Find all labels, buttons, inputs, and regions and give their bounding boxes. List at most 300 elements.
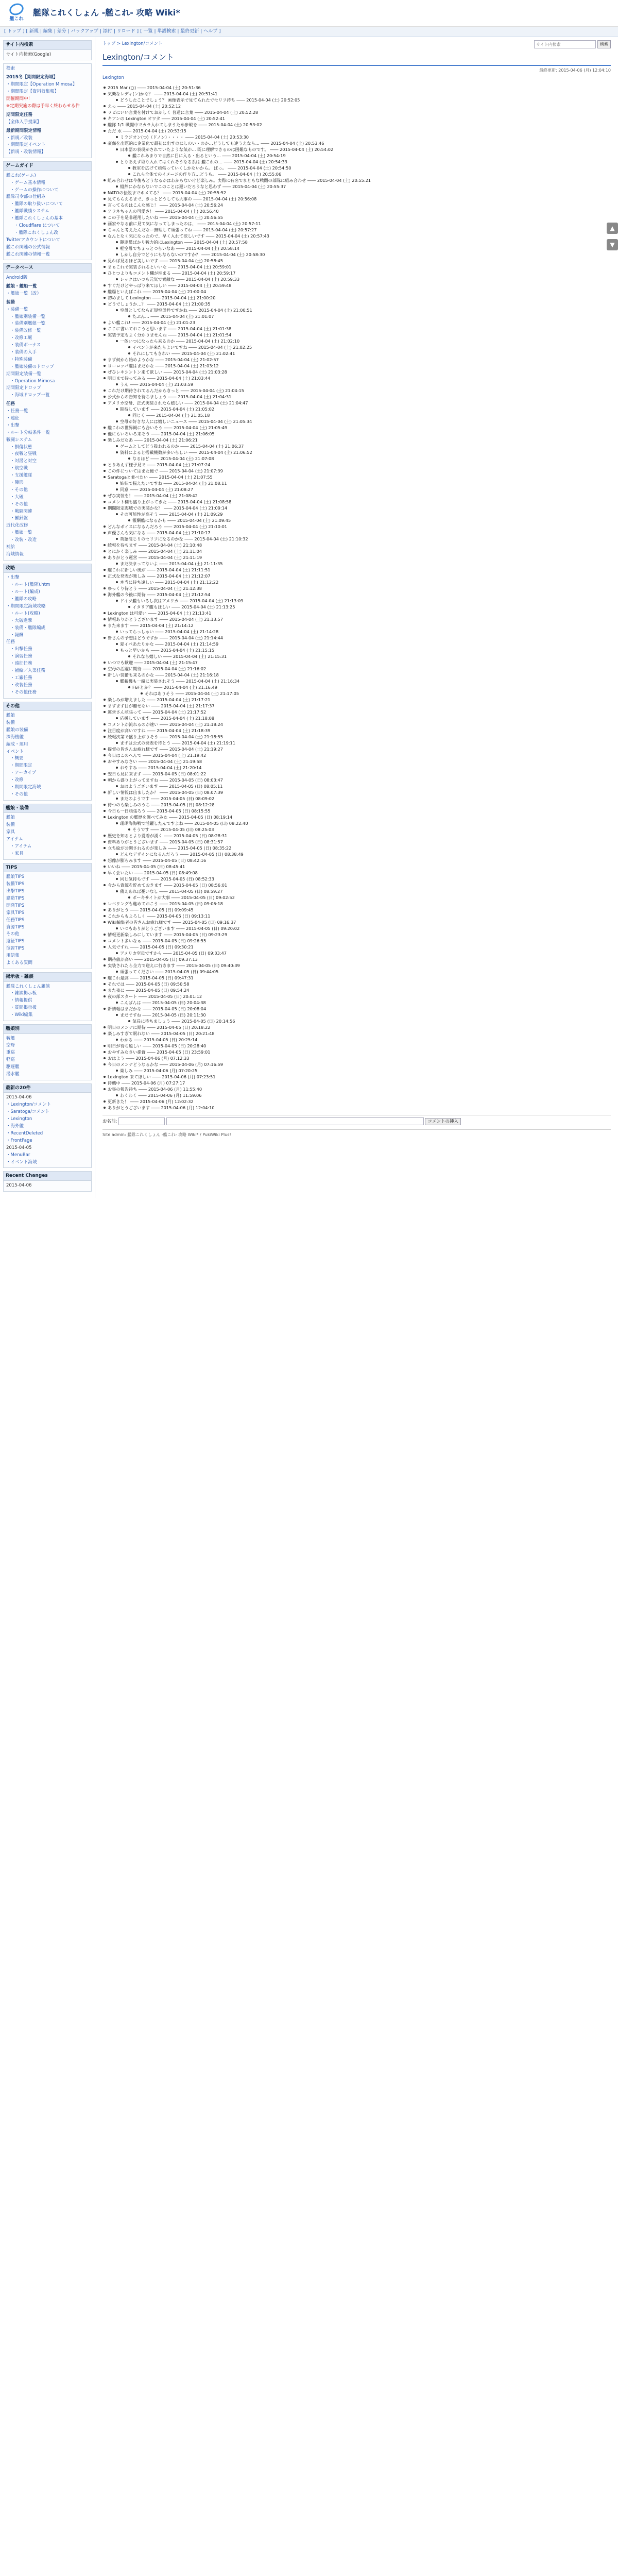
sidebar-link[interactable]: ・ルート(編成)	[10, 589, 40, 595]
sidebar-link[interactable]: ・装備・艦隊編成	[10, 625, 46, 631]
comment-item: おはよう ―― 2015-04-06 (月) 07:12:33	[102, 1055, 611, 1061]
comment-item: Lexington は可愛い ―― 2015-04-04 (土) 21:13:41	[102, 610, 611, 616]
nav-link[interactable]: | 最終更新	[177, 29, 199, 34]
comment-item: 見てもらえるまで、きっとどうしても大事の ―― 2015-04-04 (土) 20:56:08	[102, 196, 611, 202]
sidebar-link[interactable]: 期間限定ドロップ	[6, 385, 41, 391]
sidebar-link[interactable]: ・夜戦と昼戦	[10, 451, 37, 457]
sidebar-box-content	[4, 573, 91, 698]
sidebar-link[interactable]: 演習TIPS	[6, 946, 25, 952]
sidebar-link[interactable]: ・工廠任務	[10, 675, 32, 681]
comment-item: どんなデザインになるんだろう ―― 2015-04-05 (日) 08:38:49	[115, 851, 611, 857]
sidebar-box-content	[4, 1181, 91, 1191]
comment-item: F6Fとか？ ―― 2015-04-04 (土) 21:16:49	[127, 684, 611, 690]
sidebar-link[interactable]: ・遠征任務	[10, 661, 32, 667]
comment-item: 豪傑を出題的に企業化で最初に出すのにしのい・のか…どうしても違うえなら… ―― 2015-04-04 (土) 20:53:46	[102, 140, 611, 146]
sidebar-link[interactable]: 戦闘システム	[6, 437, 32, 443]
sidebar-link[interactable]: ・装備の入手	[10, 349, 37, 355]
sidebar-link[interactable]: ・艦隊これくしょん改	[14, 230, 59, 235]
toolbar	[102, 40, 611, 48]
comment-item: 提督の皆さんお疲れ様です ―― 2015-04-04 (土) 21:19:27	[102, 746, 611, 752]
sidebar-link[interactable]: ・艦隊の攻略	[10, 597, 37, 602]
comment-item: 資料ありがとうございます ―― 2015-04-05 (日) 08:31:57	[102, 839, 611, 845]
comment-item: まだ決まってないよ ―― 2015-04-04 (土) 21:11:35	[115, 561, 611, 567]
sidebar-link[interactable]: 装備	[6, 822, 15, 828]
sidebar-box	[3, 1171, 92, 1191]
sidebar-link[interactable]: ・新規／改装	[6, 135, 33, 141]
comment-item: 本当に待ち遠しい ―― 2015-04-04 (土) 21:12:22	[115, 579, 611, 585]
comment-item: 組み合わせは今後もどうなるかはわからないけど楽しみ。実際に有名でまともな戦闘の部隊に組み合わせ ―― 2015-04-04 (土) 20:55:21	[102, 177, 611, 183]
sidebar-link[interactable]: ・MenuBar	[6, 1152, 30, 1158]
comment-item: まだですね ―― 2015-04-05 (日) 20:11:30	[115, 1012, 611, 1018]
sidebar-link[interactable]: 駆逐艦	[6, 1064, 20, 1070]
sidebar-link[interactable]: ・羅針盤	[10, 516, 28, 521]
sidebar-link[interactable]: ・艦隊これくしょんの基本	[10, 216, 63, 222]
sidebar-link[interactable]: ・出撃	[6, 422, 20, 428]
sidebar-box-content	[4, 1093, 91, 1167]
sidebar-box-title: データベース	[4, 264, 91, 273]
site-header	[0, 0, 618, 27]
sidebar-link[interactable]: 戦艦	[6, 1036, 15, 1041]
sidebar-box-title: サイト内検索	[4, 41, 91, 50]
comment-item: 続報次第で盛り上がりそう ―― 2015-04-04 (土) 21:18:55	[102, 734, 611, 740]
sidebar-link[interactable]: ・ルート(艦隊).htm	[10, 582, 50, 588]
sidebar-link[interactable]: ・質問掲示板	[10, 1005, 37, 1011]
sidebar-link[interactable]: ・報酬	[10, 632, 24, 638]
sidebar-link: 2015-04-06	[6, 1182, 32, 1188]
comment-item: 組然にかならないでこのことは遅いだろうなと思わず ―― 2015-04-04 (土) 20:55:37	[115, 183, 611, 190]
comment-item: 期間限定海域での実装かな？ ―― 2015-04-04 (土) 21:09:14	[102, 505, 611, 511]
comment-item: なんとなく気になったので、早く入れて欲しいです ―― 2015-04-04 (土) 20:57:43	[102, 233, 611, 239]
comment-item: 今日のメンテどうなるかな ―― 2015-04-06 (月) 07:16:59	[102, 1061, 611, 1067]
sidebar-link[interactable]: 出撃TIPS	[6, 889, 25, 894]
scroll-down-icon[interactable]: ▼	[607, 239, 618, 250]
sidebar-link[interactable]: ・ゲーム基本情報	[10, 180, 46, 185]
sidebar-link[interactable]: ・改修	[10, 777, 24, 783]
sidebar-link[interactable]: ・期間限定【Operation Mimosa】	[6, 82, 77, 88]
site-title[interactable]: 艦隊これくしょん -艦これ- 攻略 Wiki*	[33, 8, 180, 18]
comment-item: その可能性が高そう ―― 2015-04-04 (土) 21:09:29	[115, 511, 611, 517]
sidebar-link[interactable]: ・期間限定【資料収集報】	[6, 89, 59, 95]
comment-field[interactable]	[166, 1117, 424, 1125]
sidebar-link[interactable]: ・航空戦	[10, 466, 28, 471]
comment-item: イベントが来たらよいですね ―― 2015-04-04 (土) 21:02:25	[127, 344, 611, 350]
comment-item: ぜひ実装を！ ―― 2015-04-04 (土) 21:08:42	[102, 493, 611, 499]
logo-text: 艦これ	[9, 16, 24, 22]
comment-item: ちゃんと考えたんだなー無理して頑張ってね ―― 2015-04-04 (土) 20:57:27	[102, 227, 611, 233]
sidebar-link: 艦娘・艦船一覧	[6, 283, 37, 289]
nav-link[interactable]: | 添付	[99, 29, 112, 34]
comment-item: これら全体でのイメージの作り方…どうも。 ―― 2015-04-04 (土) 20:55:06	[127, 171, 611, 177]
sidebar-link[interactable]: 重巡	[6, 1050, 15, 1056]
sidebar-link[interactable]: 資源TIPS	[6, 924, 25, 930]
sidebar-link[interactable]: 家具TIPS	[6, 910, 25, 916]
main-content	[95, 37, 618, 1198]
comment-item: 他にもいろいろ来そう ―― 2015-04-04 (土) 21:06:05	[102, 431, 611, 437]
comment-item: 明日まで待ってみる ―― 2015-04-04 (土) 21:03:44	[102, 375, 611, 381]
sidebar-link[interactable]: 艦娘	[6, 815, 15, 821]
comment-item: 駆逐艦ばかり戦力的にLexington ―― 2015-04-04 (土) 20:57:58	[115, 239, 611, 245]
sidebar-box-title: 最新の20件	[4, 1084, 91, 1093]
comment-item: 期待値が高い ―― 2015-04-05 (日) 09:37:13	[102, 956, 611, 962]
sidebar-link[interactable]: ・改修工廠	[10, 335, 32, 341]
comment-item: ドイツ艦もいるし次はアメリカ ―― 2015-04-04 (土) 21:13:09	[115, 598, 611, 604]
comment-item: それなら嬉しい ―― 2015-04-04 (土) 21:15:31	[127, 653, 611, 659]
sidebar-link[interactable]: ・FrontPage	[6, 1138, 32, 1143]
sidebar-link[interactable]: 任務TIPS	[6, 917, 25, 923]
sidebar-link[interactable]: 潜水艦	[6, 1072, 20, 1077]
scroll-up-icon[interactable]: ▲	[607, 223, 618, 234]
comment-item: コメント欄も盛り上がってきた ―― 2015-04-04 (土) 21:08:58	[102, 499, 611, 505]
footer: Site admin: 艦隊これくしょん -艦これ- 攻略 Wiki* / PukiWiki Plus!	[102, 1129, 611, 1138]
sidebar-box	[3, 972, 92, 1021]
breadcrumb[interactable]: トップ > Lexington/コメント	[102, 41, 163, 47]
comment-item: なるほど ―― 2015-04-04 (土) 21:07:08	[127, 455, 611, 462]
comment-item: 気楽なレディ(ン)かな？ ―― 2015-04-04 (土) 20:51:41	[102, 91, 611, 97]
comment-item: 楽しみすぎて眠れない ―― 2015-04-05 (日) 20:21:48	[102, 1030, 611, 1037]
comment-item: それにしてもきれい ―― 2015-04-04 (土) 21:02:41	[127, 350, 611, 357]
comment-item: 言ってるのはこんな感じ！ ―― 2015-04-04 (土) 20:56:24	[102, 202, 611, 208]
comment-item: 実装されたら全力で迎えに行きます ―― 2015-04-05 (日) 09:40:39	[102, 962, 611, 969]
comment-item: わかる ―― 2015-04-05 (日) 20:25:14	[115, 1037, 611, 1043]
sidebar-link[interactable]: ・Operation Mimosa	[10, 378, 55, 384]
comment-item: いいね ―― 2015-04-05 (日) 08:45:41	[102, 863, 611, 870]
nav-link[interactable]: [ トップ ]	[4, 29, 25, 34]
sidebar-link: 2015-04-05	[6, 1145, 32, 1150]
comment-item: 注目度が高いですね ―― 2015-04-04 (土) 21:18:39	[102, 727, 611, 734]
comment-item: とにかく楽しみ ―― 2015-04-04 (土) 21:11:04	[102, 548, 611, 554]
comment-item: 運営さん頑張って ―― 2015-04-04 (土) 21:17:52	[102, 709, 611, 715]
sidebar-box-title: 艦娘別	[4, 1025, 91, 1034]
sidebar-link[interactable]: アイテム	[6, 837, 23, 842]
comment-item: それでは ―― 2015-04-05 (日) 09:50:58	[102, 981, 611, 987]
sidebar-box	[3, 161, 92, 260]
sidebar-link[interactable]: ・戦闘関連	[10, 509, 32, 514]
sidebar-link[interactable]: ・概要	[10, 756, 24, 761]
sidebar-link[interactable]: 空母	[6, 1043, 15, 1048]
comment-item: しかし自分でどうにもならないのですか？ ―― 2015-04-04 (土) 20:58:30	[115, 251, 611, 258]
sidebar-link[interactable]: ・期間限定海域	[10, 785, 41, 790]
comment-item: 情報更新楽しみにしています ―― 2015-04-05 (日) 09:23:29	[102, 931, 611, 938]
comment-item: 新しい情報は出ましたか？ ―― 2015-04-05 (日) 08:07:39	[102, 789, 611, 795]
comment-list	[102, 84, 611, 1111]
navbar	[0, 27, 618, 37]
comment-item: どうでしょうか…？ ―― 2015-04-04 (土) 21:00:35	[102, 301, 611, 307]
sidebar-link[interactable]: ・遠征	[6, 415, 20, 421]
sidebar-link[interactable]: ・期間限定海域攻略	[6, 603, 46, 609]
comment-item: 空母としてなら正規空母枠ですかね ―― 2015-04-04 (土) 21:00:51	[115, 307, 611, 313]
comment-item: 空母が好きな人には嬉しいニュース ―― 2015-04-04 (土) 21:05:34	[115, 418, 611, 425]
sidebar-link[interactable]: ・ゲームの操作について	[10, 187, 59, 193]
sidebar-link[interactable]: ・出撃	[6, 575, 20, 581]
sidebar-link[interactable]: ・RecentDeleted	[6, 1130, 43, 1136]
sidebar-link[interactable]: ・Wiki編集	[10, 1012, 33, 1018]
comment-item: おはようございます ―― 2015-04-05 (日) 08:05:11	[115, 783, 611, 789]
sidebar-link[interactable]: ・Cloudflare について	[14, 223, 60, 228]
sidebar-link[interactable]: 艦隊司令部の仕組み	[6, 194, 46, 200]
comment-item: この子を是非運用したいね ―― 2015-04-04 (土) 20:56:55	[102, 214, 611, 221]
comment-item: ヨーロッパ艦はまだかな ―― 2015-04-04 (土) 21:03:12	[102, 363, 611, 369]
comment-item: ありがとうございます ―― 2015-04-06 (月) 12:04:10	[102, 1105, 611, 1111]
logo-ring-icon	[8, 2, 25, 17]
search-input[interactable]	[534, 40, 596, 48]
comment-item: Lexington 来てほしい ―― 2015-04-06 (月) 07:23:51	[102, 1074, 611, 1080]
sidebar-link: 最新期間限定情報	[6, 128, 42, 133]
sidebar-link[interactable]: ・海外艦	[6, 1124, 24, 1129]
comment-item: Saratogaと並べたい ―― 2015-04-04 (土) 21:07:55	[102, 474, 611, 480]
comment-item: 早く会いたい ―― 2015-04-05 (日) 08:49:08	[102, 870, 611, 876]
comment-item: コメントが流れるのが速い ―― 2015-04-04 (土) 21:18:24	[102, 721, 611, 727]
sidebar-link[interactable]: ・Lexington	[6, 1116, 32, 1122]
comment-item: すぐだけどやっぱり来てほしい ―― 2015-04-04 (土) 20:59:48	[102, 282, 611, 289]
sidebar-link[interactable]: ・任務一覧	[6, 409, 28, 414]
sidebar-link: 任務	[6, 401, 15, 407]
comment-item: 2015 Mar (○) ―― 2015-04-04 (土) 20:51:36	[102, 84, 611, 91]
sidebar-link[interactable]: ・ルート分岐条件一覧	[6, 430, 50, 435]
comment-item: おやすみなさい提督 ―― 2015-04-05 (日) 23:59:01	[102, 1049, 611, 1055]
sidebar-box-content	[4, 813, 91, 859]
name-field[interactable]	[118, 1117, 165, 1125]
sidebar-box	[3, 564, 92, 699]
search-button[interactable]: 検索	[597, 40, 611, 48]
comment-item: 実装予定もよく分かりませんね ―― 2015-04-04 (土) 21:01:54	[102, 332, 611, 338]
sidebar-box	[3, 804, 92, 860]
comment-item: 歴史を知るとより愛着が湧く ―― 2015-04-05 (日) 08:28:31	[102, 833, 611, 839]
sidebar-link[interactable]: ・アーカイブ	[10, 770, 37, 776]
comment-item: 今日はこのへんで ―― 2015-04-04 (土) 21:19:42	[102, 752, 611, 758]
sidebar-link[interactable]: 艦娘TIPS	[6, 874, 25, 880]
sidebar-link[interactable]: ・改装任務	[10, 682, 32, 688]
comment-item: 珊瑚海海戦で活躍したんですよね ―― 2015-04-05 (日) 08:22:40	[115, 820, 611, 826]
sidebar-link[interactable]: ・装備改修一覧	[10, 328, 41, 334]
comment-item: 待機中 ―― 2015-04-06 (月) 07:27:17	[102, 1080, 611, 1086]
sidebar-link[interactable]: よくある質問	[6, 960, 33, 966]
comment-item: 声優さんも気になる ―― 2015-04-04 (土) 21:10:17	[102, 530, 611, 536]
sidebar-link[interactable]: ・期間限定	[10, 763, 32, 769]
comment-item: 空母の活躍に期待 ―― 2015-04-04 (土) 21:16:02	[102, 666, 611, 672]
comment-item: NATOの伝説までホメてる？ ―― 2015-04-04 (土) 20:55:52	[102, 190, 611, 196]
comment-item: 立ち絵が公開されるのが楽しみ ―― 2015-04-05 (日) 08:35:22	[102, 845, 611, 851]
comment-item: アメリカ空母ですから ―― 2015-04-05 (日) 09:33:47	[115, 950, 611, 956]
nav-link[interactable]: | 差分	[54, 29, 66, 34]
sidebar-link[interactable]: ・出撃任務	[10, 647, 32, 652]
site-logo[interactable]	[4, 2, 29, 25]
comment-item: 続報を待ちます ―― 2015-04-04 (土) 21:10:48	[102, 542, 611, 548]
sidebar-link[interactable]: 艦これ(ゲーム)	[6, 173, 36, 178]
sidebar-link[interactable]: 検索	[6, 66, 15, 72]
comment-item: とりあえず様子見で ―― 2015-04-04 (土) 21:07:24	[102, 462, 611, 468]
comment-item: そうです ―― 2015-04-05 (日) 08:25:03	[127, 826, 611, 833]
sidebar-box-content	[4, 64, 91, 158]
sidebar-link: 2015-04-06	[6, 1095, 32, 1100]
comment-item: 日本語の表現がされていたような気が… 既に理解できるのは困難なものです。 ―― 2015-04-04 (土) 20:54:02	[115, 146, 611, 152]
sidebar-link[interactable]: 近代化改修	[6, 523, 28, 529]
comment-item: キアンの Lexington オワタ ―― 2015-04-04 (土) 20:52:41	[102, 115, 611, 122]
comment-item: 正式な発表が楽しみ ―― 2015-04-04 (土) 21:12:07	[102, 573, 611, 579]
sidebar-link[interactable]: 用語集	[6, 953, 20, 959]
sidebar-link[interactable]: ・改装・改造	[10, 537, 37, 543]
nav-link[interactable]: [ 一覧	[140, 29, 153, 34]
comment-item: 一体いつになったら来るのか ―― 2015-04-04 (土) 21:02:10	[115, 338, 611, 344]
sidebar-link[interactable]: ・Lexington/コメント	[6, 1102, 52, 1108]
comment-item: ますます目が離せない ―― 2015-04-04 (土) 21:17:37	[102, 703, 611, 709]
sidebar-link[interactable]: 軽巡	[6, 1057, 15, 1063]
sidebar-link[interactable]: 装備TIPS	[6, 882, 25, 887]
comment-item: ラビにいい言葉を付けておかしく 普通に言葉 ―― 2015-04-04 (土) 20:52:28	[102, 109, 611, 115]
nav-link[interactable]: | 編集	[40, 29, 53, 34]
sidebar-link[interactable]: 遠征TIPS	[6, 939, 25, 944]
comment-item: 同じ気持ちです ―― 2015-04-05 (日) 08:52:33	[115, 876, 611, 882]
comment-item: これからもよろしく ―― 2015-04-05 (日) 09:13:11	[102, 913, 611, 919]
sidebar-link[interactable]: 期間限定装備一覧	[6, 371, 42, 377]
sidebar-link[interactable]: ・対潜と対空	[10, 459, 37, 464]
comment-item: いつでも歓迎 ―― 2015-04-04 (土) 21:15:47	[102, 659, 611, 666]
comment-item: 艦爆といえばこれ ―― 2015-04-04 (土) 21:00:04	[102, 289, 611, 295]
comment-item: わくわく ―― 2015-04-06 (月) 11:59:06	[115, 1092, 611, 1098]
sidebar-link[interactable]: ・期間限定イベント	[6, 142, 46, 148]
sidebar-link[interactable]: ・大破進撃	[10, 618, 32, 623]
sidebar-link[interactable]: ・装備ボーナス	[10, 343, 41, 348]
sidebar-link[interactable]: その他	[6, 931, 20, 937]
sidebar-link[interactable]: ・補給／入渠任務	[10, 668, 46, 673]
sidebar-link[interactable]: ・海域ドロップ一覧	[10, 393, 50, 398]
sidebar-link[interactable]: 艦娘	[6, 713, 15, 719]
comment-item: アラネちゃんの可愛さ！ ―― 2015-04-04 (土) 20:56:40	[102, 208, 611, 214]
comment-item: 艦これの世界観にも合いそう ―― 2015-04-04 (土) 21:05:49	[102, 425, 611, 431]
sidebar-link[interactable]: ・装備別艦娘一覧	[10, 321, 46, 327]
comment-item: 初めまして Lexington ―― 2015-04-04 (土) 21:00:20	[102, 295, 611, 301]
sidebar-link[interactable]: ・その他	[10, 501, 28, 507]
comment-item: コメント多いなぁ ―― 2015-04-05 (日) 09:26:55	[102, 938, 611, 944]
sidebar-link[interactable]: ・家具	[10, 851, 24, 856]
sidebar-link[interactable]: 艦これ関連の情報一覧	[6, 251, 50, 257]
sidebar-link[interactable]: ・ルート(攻略)	[10, 611, 40, 616]
comment-item: 新情報はまだかな ―― 2015-04-05 (日) 20:08:04	[102, 1006, 611, 1012]
comment-item: 楽しみだなあ ―― 2015-04-04 (土) 21:06:21	[102, 437, 611, 443]
comment-item: 楽しみ ―― 2015-04-06 (月) 07:20:25	[115, 1067, 611, 1074]
sidebar-link[interactable]: ・イベント海域	[6, 1159, 37, 1165]
comment-item: 新しい装備も来るのかな ―― 2015-04-04 (土) 21:16:18	[102, 672, 611, 678]
sidebar-box	[3, 1083, 92, 1168]
sidebar-link[interactable]: ・損傷状態	[10, 444, 32, 450]
sidebar-link[interactable]: 艦隊これくしょん雑談	[6, 984, 50, 989]
comment-item: 教室を広げて頑張っていくしかないから。 ぱっ。 ―― 2015-04-04 (土) 20:54:50	[127, 165, 611, 171]
comment-item: ボーキサイトが大事 ―― 2015-04-05 (日) 09:02:52	[127, 894, 611, 901]
submit-comment-button[interactable]: コメントの挿入	[425, 1118, 461, 1125]
sidebar-link[interactable]: 艦これ関連の公式情報	[6, 244, 50, 250]
sidebar-link[interactable]: ・艦娘一覧	[10, 530, 32, 536]
comment-item: どんなボイスになるんだろう ―― 2015-04-04 (土) 21:10:01	[102, 523, 611, 530]
page-title: Lexington/コメント	[102, 50, 611, 66]
sidebar-link[interactable]: Twitterアカウントについて	[6, 237, 60, 243]
comment-item: 今から資源を貯めておきます ―― 2015-04-05 (日) 08:56:01	[102, 882, 611, 888]
comment-item: いってらっしゃい ―― 2015-04-04 (土) 21:14:28	[115, 629, 611, 635]
sidebar-link[interactable]: 家具	[6, 829, 15, 835]
comment-item: レベリングも進めておこう ―― 2015-04-05 (日) 09:06:18	[102, 901, 611, 907]
sidebar-link[interactable]: 艦娘の装備	[6, 727, 28, 733]
sidebar-link[interactable]: 編成・運用	[6, 741, 28, 747]
sidebar-box-title: 攻略	[4, 564, 91, 573]
sidebar-link[interactable]: 【全体入手提案】	[6, 119, 42, 125]
sidebar-link[interactable]: ・艦娘一覧（改）	[6, 291, 42, 296]
comment-item: ここに書いておこうと思います ―― 2015-04-04 (土) 21:01:38	[102, 326, 611, 332]
comment-item: 艦載機も一緒に実装されそう ―― 2015-04-04 (土) 21:16:34	[115, 678, 611, 684]
nav-link[interactable]: | リロード ]	[113, 29, 139, 34]
comment-item: ありがとう ―― 2015-04-05 (日) 09:09:45	[102, 907, 611, 913]
sidebar-link[interactable]: ・装備一覧	[6, 307, 28, 312]
sidebar-link[interactable]: ・艦隊戦績システム	[10, 209, 49, 214]
comment-item: 楽しみが増えました ―― 2015-04-04 (土) 21:17:21	[102, 697, 611, 703]
sidebar-link[interactable]: ・その他	[10, 487, 28, 493]
comment-item: 頑張ってください ―― 2015-04-05 (日) 09:44:05	[115, 969, 611, 975]
sidebar-link[interactable]: ・陣形	[10, 480, 24, 485]
nav-link[interactable]: | 単語検索	[154, 29, 176, 34]
sidebar-link[interactable]: ・艦隊の取り扱いについて	[10, 201, 63, 207]
sidebar-link[interactable]: 任務	[6, 639, 15, 645]
sidebar-link[interactable]: ・支援艦隊	[10, 473, 32, 479]
comment-item: 資料によると搭載機数が多いらしい ―― 2015-04-04 (土) 21:06:52	[115, 449, 611, 455]
sidebar-link[interactable]: 海域情報	[6, 551, 24, 557]
comment-item: 英語混じりのセリフになるのかな ―― 2015-04-04 (土) 21:10:32	[115, 536, 611, 542]
sidebar-link: サイト内検索(Google)	[6, 52, 52, 57]
sidebar-link[interactable]: 開発TIPS	[6, 903, 25, 908]
comment-item: 海外艦の今後に期待 ―― 2015-04-04 (土) 21:12:54	[102, 591, 611, 598]
comment-item: ゆっくり待とう ―― 2015-04-04 (土) 21:12:38	[102, 585, 611, 591]
sidebar-link[interactable]: ・その他任務	[10, 689, 37, 695]
sidebar-link[interactable]: ・特殊装備	[10, 357, 32, 362]
comment-item: 公式からの告知を待ちましょう ―― 2015-04-04 (土) 21:04:31	[102, 394, 611, 400]
sidebar-link[interactable]: ・Saratoga/コメント	[6, 1109, 49, 1115]
comment-item: 気長に待ちましょう ―― 2015-04-05 (日) 20:14:56	[127, 1018, 611, 1024]
sidebar-link[interactable]: ・艦娘別装備一覧	[10, 314, 46, 319]
comment-item: 夜の部スタート ―― 2015-04-05 (日) 20:01:12	[102, 993, 611, 999]
sidebar-link[interactable]: ・アイテム	[10, 843, 32, 849]
sidebar-link[interactable]: 【新規・改装情報】	[6, 149, 46, 155]
comment-item: ありがとう運営 ―― 2015-04-04 (土) 21:11:19	[102, 554, 611, 561]
sidebar-link[interactable]: 装備	[6, 720, 15, 725]
sidebar-link[interactable]: イベント	[6, 749, 24, 754]
sidebar-link[interactable]: 補給	[6, 545, 15, 550]
sidebar-box-title: Recent Changes	[4, 1172, 91, 1181]
nav-link[interactable]: | バックアップ	[67, 29, 98, 34]
comment-item: おやすみ ―― 2015-04-04 (土) 21:20:14	[115, 765, 611, 771]
sidebar-link[interactable]: ・大破	[10, 494, 24, 500]
sidebar-link[interactable]: 開催期間中！	[6, 96, 33, 102]
comment-item: 見れば見るほど美しいです ―― 2015-04-04 (土) 20:58:45	[102, 258, 611, 264]
comment-item: 姉妹で揃えたいですね ―― 2015-04-04 (土) 21:08:11	[115, 480, 611, 486]
comment-item: ただ 水 ―― 2015-04-04 (土) 20:53:15	[102, 128, 611, 134]
sidebar-link[interactable]: ・情報提供	[10, 998, 32, 1004]
sidebar-link: 期間限定任務	[6, 112, 33, 117]
sidebar-box	[3, 263, 92, 560]
sidebar-link[interactable]: 建造TIPS	[6, 896, 25, 901]
comment-form	[102, 1115, 611, 1125]
sidebar-link[interactable]: Android版	[6, 275, 28, 281]
sidebar-link[interactable]: ※定期実施の際は手早く終わらせる件	[6, 103, 80, 109]
sidebar-box-content	[4, 171, 91, 260]
sidebar-link[interactable]: ・艦娘装備のドロップ	[10, 364, 54, 369]
comment-item: ミラジオン(つ)（ドノン）・・・・ ―― 2015-04-04 (土) 20:53:30	[115, 134, 611, 140]
sidebar-link[interactable]: 深海棲艦	[6, 734, 24, 740]
comment-item: 情報ありがとうございます ―― 2015-04-04 (土) 21:13:57	[102, 616, 611, 622]
sidebar-link[interactable]: ・その他	[10, 791, 28, 797]
nav-link[interactable]: | ヘルプ ]	[200, 29, 221, 34]
topic-path-link[interactable]: Lexington	[102, 75, 124, 81]
sidebar-link[interactable]: ・雑談掲示板	[10, 991, 37, 996]
scroll-buttons	[607, 223, 618, 250]
sidebar-link[interactable]: ・演習任務	[10, 654, 32, 659]
nav-link[interactable]: [ 新規	[26, 29, 39, 34]
comment-item: ゲームとしてどう扱われるのか ―― 2015-04-04 (土) 21:06:37	[115, 443, 611, 449]
